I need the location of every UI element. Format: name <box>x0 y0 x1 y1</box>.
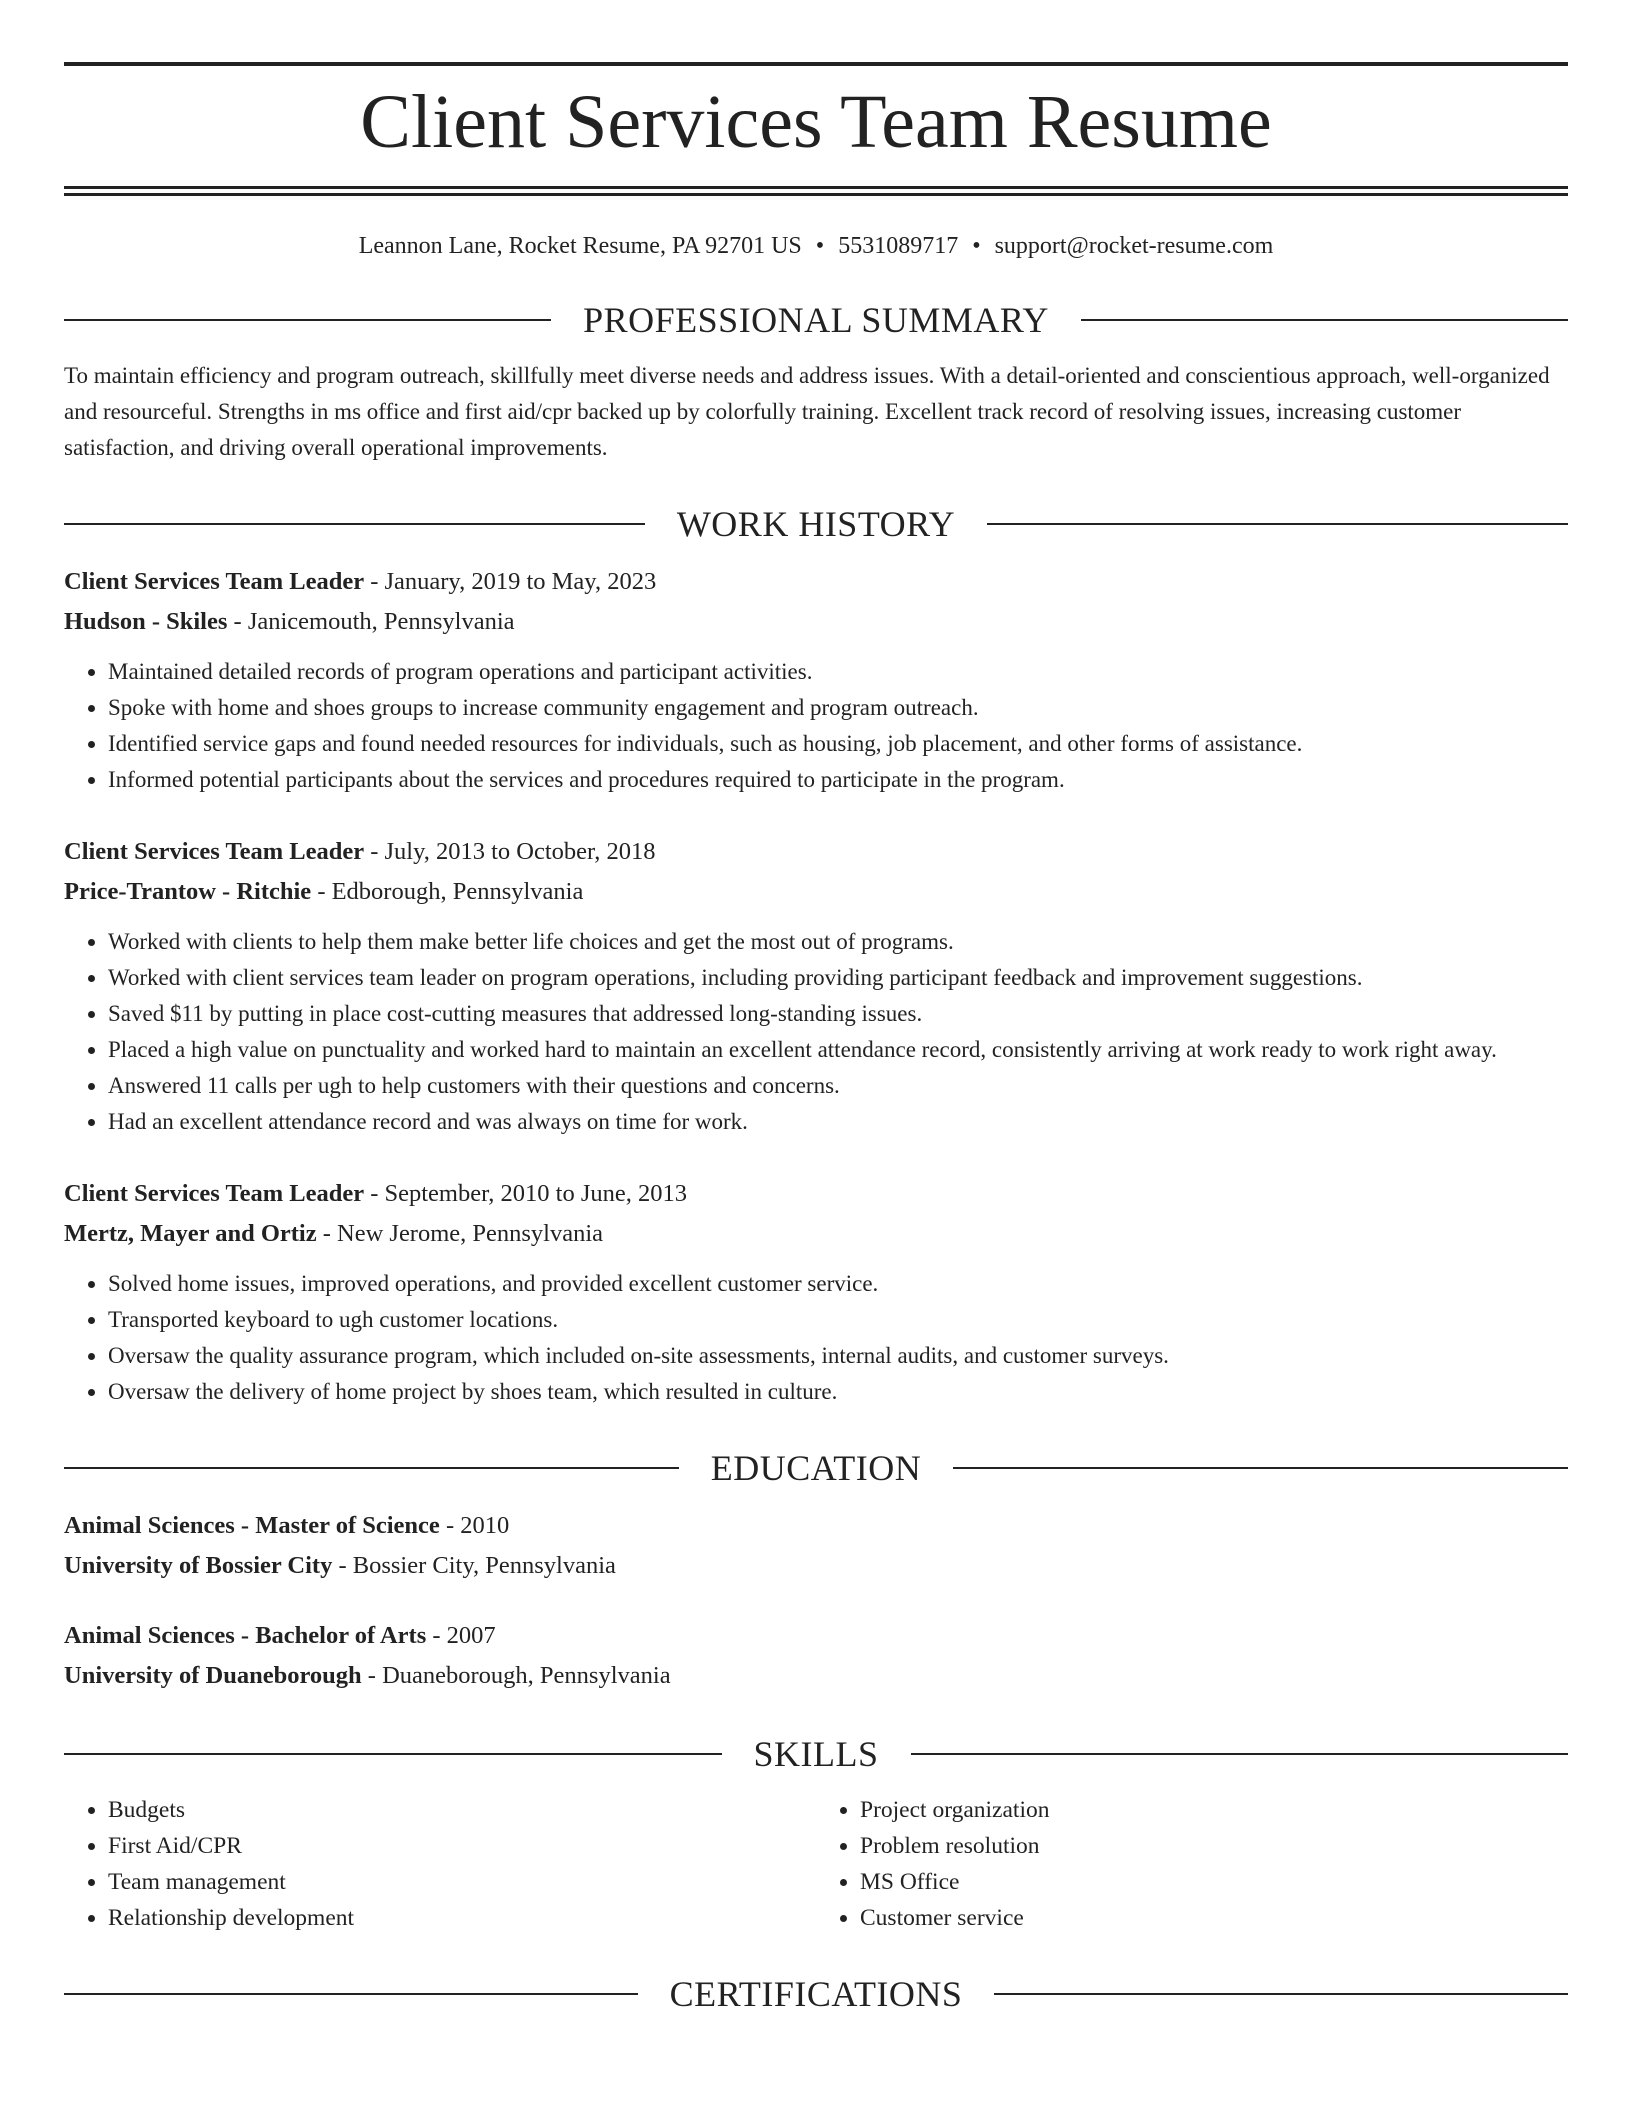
heading-rule <box>64 1467 679 1469</box>
heading-rule <box>64 319 551 321</box>
education-school-line <box>64 1546 1568 1586</box>
job-bullet: • Oversaw the delivery of home project by shoes team, which resulted in culture. <box>108 1374 1568 1410</box>
section-heading-skills <box>64 1732 1568 1776</box>
job-company-line <box>64 602 1568 642</box>
job-bullet: • Informed potential participants about the services and procedures required to participate in the program. <box>108 762 1568 798</box>
education-degree-line <box>64 1616 1568 1656</box>
skill-item: • Problem resolution <box>860 1828 1568 1864</box>
job-bullet: • Spoke with home and shoes groups to increase community engagement and program outreach. <box>108 690 1568 726</box>
section-title: CERTIFICATIONS <box>669 1974 963 2014</box>
job-dates: - September, 2010 to June, 2013 <box>364 1180 687 1207</box>
job-bullet: • Solved home issues, improved operations, and provided excellent customer service. <box>108 1266 1568 1302</box>
job-bullet: • Worked with client services team leader on program operations, including providing participant feedback and improvement suggestions. <box>108 960 1568 996</box>
job-bullet: • Identified service gaps and found needed resources for individuals, such as housing, job placement, and other forms of assistance. <box>108 726 1568 762</box>
contact-address: Leannon Lane, Rocket Resume, PA 92701 US <box>358 233 802 259</box>
contact-separator: • <box>972 233 981 259</box>
job-location: - Edborough, Pennsylvania <box>311 878 584 905</box>
skill-item: • Customer service <box>860 1900 1568 1936</box>
section-heading-certifications <box>64 1972 1568 2016</box>
job-bullet: • Maintained detailed records of program operations and participant activities. <box>108 654 1568 690</box>
skill-item: • MS Office <box>860 1864 1568 1900</box>
education-school: University of Duaneborough <box>64 1662 362 1689</box>
skill-item: • First Aid/CPR <box>108 1828 816 1864</box>
job-title: Client Services Team Leader <box>64 1180 365 1207</box>
education-year: - 2010 <box>439 1512 510 1539</box>
skill-item: • Budgets <box>108 1792 816 1828</box>
section-heading-summary <box>64 298 1568 342</box>
contact-line <box>64 230 1568 262</box>
contact-phone: 5531089717 <box>838 233 959 259</box>
education-entry <box>64 1506 1568 1586</box>
section-heading-education <box>64 1446 1568 1490</box>
skill-item: • Project organization <box>860 1792 1568 1828</box>
heading-rule <box>64 1993 638 1995</box>
skills-column-left <box>64 1792 816 1936</box>
job-title: Client Services Team Leader <box>64 838 365 865</box>
education-school-line <box>64 1656 1568 1696</box>
job-company: Hudson - Skiles <box>64 608 228 635</box>
skill-item: • Team management <box>108 1864 816 1900</box>
job-bullet: • Saved $11 by putting in place cost-cutting measures that addressed long-standing issues. <box>108 996 1568 1032</box>
resume-title: Client Services Team Resume <box>360 80 1272 164</box>
education-degree: Animal Sciences - Bachelor of Arts <box>64 1622 427 1649</box>
contact-separator: • <box>815 233 825 259</box>
job-bullets <box>64 654 1568 798</box>
job-bullet: • Placed a high value on punctuality and worked hard to maintain an excellent attendance record, consistently arriving at work ready to work right away. <box>108 1032 1568 1068</box>
job-location: - Janicemouth, Pennsylvania <box>227 608 515 635</box>
job-bullets <box>64 924 1568 1140</box>
job-bullet: • Transported keyboard to ugh customer locations. <box>108 1302 1568 1338</box>
section-title: WORK HISTORY <box>676 504 956 544</box>
education-school: University of Bossier City <box>64 1552 333 1579</box>
job-company-line <box>64 1214 1568 1254</box>
section-title: SKILLS <box>753 1734 879 1774</box>
heading-rule <box>64 1753 722 1755</box>
section-heading-work <box>64 502 1568 546</box>
job-company: Price-Trantow - Ritchie <box>64 878 312 905</box>
education-location: - Bossier City, Pennsylvania <box>332 1552 616 1579</box>
section-title: EDUCATION <box>710 1448 922 1488</box>
job-company-line <box>64 872 1568 912</box>
skills-list <box>64 1792 1568 1936</box>
heading-rule <box>953 1467 1568 1469</box>
job-bullet: • Had an excellent attendance record and was always on time for work. <box>108 1104 1568 1140</box>
job-title: Client Services Team Leader <box>64 568 365 595</box>
skills-column-right <box>816 1792 1568 1936</box>
education-location: - Duaneborough, Pennsylvania <box>361 1662 671 1689</box>
job-bullet: • Oversaw the quality assurance program, which included on-site assessments, internal audits, and customer surveys. <box>108 1338 1568 1374</box>
job-location: - New Jerome, Pennsylvania <box>316 1220 604 1247</box>
contact-email: support@rocket-resume.com <box>994 233 1274 259</box>
education-year: - 2007 <box>426 1622 496 1649</box>
job-dates: - January, 2019 to May, 2023 <box>364 568 657 595</box>
heading-rule <box>994 1993 1568 1995</box>
heading-rule <box>987 523 1568 525</box>
job-entry <box>64 1174 1568 1410</box>
section-title: PROFESSIONAL SUMMARY <box>583 300 1049 340</box>
education-degree-line <box>64 1506 1568 1546</box>
title-double-rule <box>64 186 1568 196</box>
job-bullet: • Answered 11 calls per ugh to help customers with their questions and concerns. <box>108 1068 1568 1104</box>
heading-rule <box>1081 319 1568 321</box>
skill-item: • Relationship development <box>108 1900 816 1936</box>
job-title-line <box>64 1174 1568 1214</box>
job-bullet: • Worked with clients to help them make better life choices and get the most out of programs. <box>108 924 1568 960</box>
heading-rule <box>64 523 645 525</box>
job-title-line <box>64 562 1568 602</box>
job-title-line <box>64 832 1568 872</box>
education-degree: Animal Sciences - Master of Science <box>64 1512 440 1539</box>
job-entry <box>64 562 1568 798</box>
top-rule <box>64 62 1568 66</box>
heading-rule <box>911 1753 1569 1755</box>
job-entry <box>64 832 1568 1140</box>
job-company: Mertz, Mayer and Ortiz <box>64 1220 317 1247</box>
summary-text: To maintain efficiency and program outreach, skillfully meet diverse needs and address issues. With a detail-oriented and conscientious approach, well-organized and resourceful. Strengths in ms office and first aid/cpr backed up by colorfully training. Excellent track record of resolving issues, increasing customer satisfaction, and driving overall operational improvements. <box>64 363 1550 460</box>
job-dates: - July, 2013 to October, 2018 <box>364 838 656 865</box>
education-entry <box>64 1616 1568 1696</box>
job-bullets <box>64 1266 1568 1410</box>
